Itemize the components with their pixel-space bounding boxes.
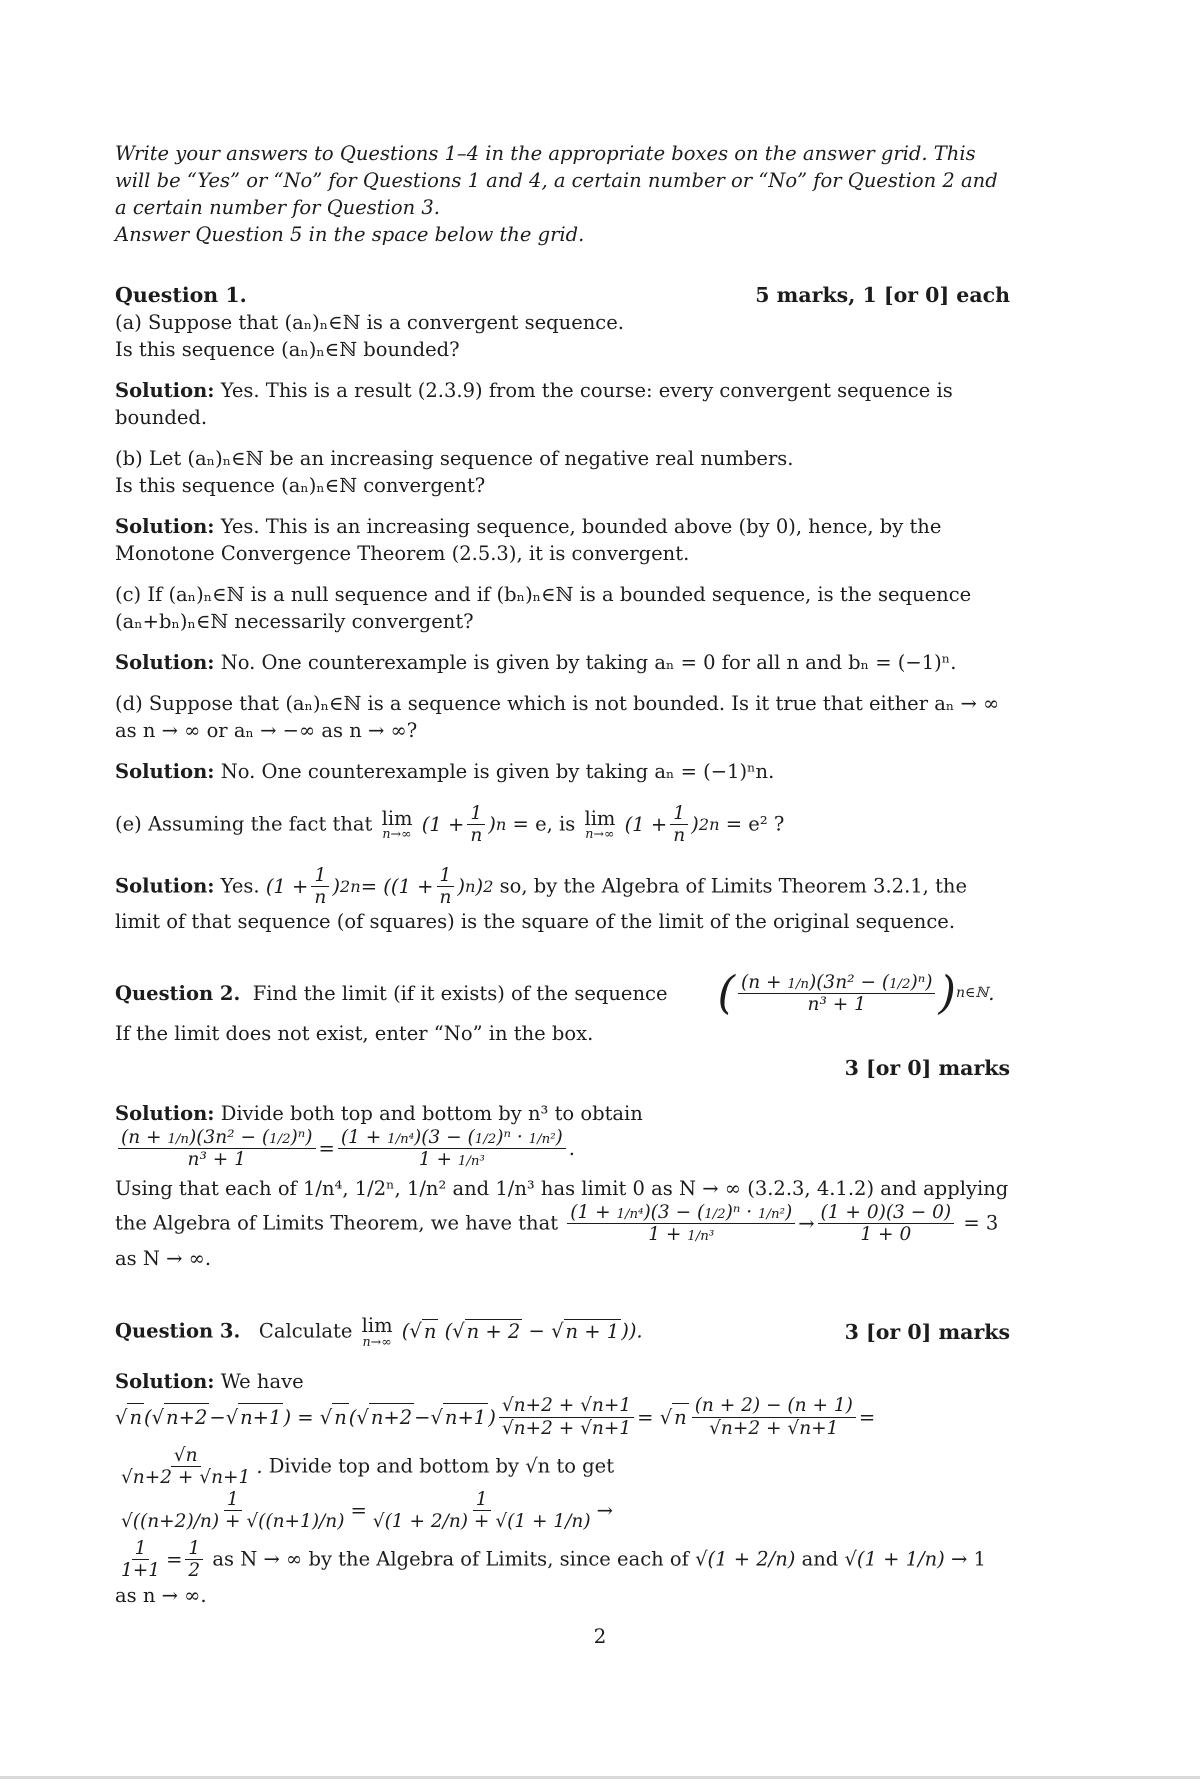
q1d-text: (d) Suppose that (aₙ)ₙ∈ℕ is a sequence which is not bounded. Is it true that either aₙ → ∞ as n → ∞ or aₙ → −∞ as n → ∞?	[115, 692, 1000, 742]
question-3-header	[115, 1316, 1010, 1348]
math-expression: √(1 + 1/n)	[844, 1547, 945, 1571]
q2-note: If the limit does not exist, enter “No” in the box.	[115, 1022, 594, 1046]
math-expression: (1 + $\frac{1}{n}$ ) 2n = ((1 + $\frac{1}{n}$ ) n ) 2	[265, 864, 494, 908]
q3-solution	[115, 1368, 1010, 1439]
q3-solution-text-2: Divide top and bottom by √n to get	[268, 1454, 615, 1478]
question-3-title: Question 3.	[115, 1319, 241, 1343]
question-1-marks: 5 marks, 1 [or 0] each	[755, 283, 1010, 307]
q1d-solution	[115, 758, 1010, 785]
math-expression: $\frac{\text{(1 + 1/n⁴)(3 − (1/2)ⁿ · 1/n²)}}{\text{1 + 1/n³}}$ → $\frac{(1 + 0)(3 - 0)}{1 + 0}$	[564, 1202, 957, 1246]
question-2-prompt: Find the limit (if it exists) of the sequence	[252, 982, 668, 1006]
q1a-solution	[115, 377, 1010, 431]
page-content	[115, 140, 1010, 1609]
solution-label: Solution:	[115, 1102, 215, 1126]
instructions	[115, 140, 1010, 248]
question-3-prompt: Calculate	[258, 1319, 353, 1343]
q1b-text-2: Is this sequence (aₙ)ₙ∈ℕ convergent?	[115, 474, 486, 497]
solution-label: Solution:	[115, 873, 215, 897]
math-expression: $\frac{√n}{√n+2 + √n+1}$ .	[121, 1444, 263, 1489]
q1c-solution-text: No. One counterexample is given by taking aₙ = 0 for all n and bₙ = (−1)ⁿ.	[220, 651, 957, 674]
page-number: 2	[593, 1624, 607, 1648]
limit-expression: lim n→∞	[381, 806, 413, 842]
q1e-text	[115, 803, 1010, 847]
q2-solution-text-2: Using that each of 1/n⁴, 1/2ⁿ, 1/n² and 1/n³ has limit 0 as N → ∞ (3.2.3, 4.1.2) and applying the Algebra of Limits Theorem, we have that	[115, 1176, 1009, 1234]
solution-label: Solution:	[115, 651, 215, 674]
q3-solution-tail: → 1 as n → ∞.	[115, 1547, 986, 1607]
limit-expression: lim n→∞	[584, 806, 616, 842]
q1d-solution-text: No. One counterexample is given by taking aₙ = (−1)ⁿn.	[220, 760, 775, 783]
limit-expression: lim n→∞	[361, 1314, 393, 1349]
q1b-solution-text: Yes. This is an increasing sequence, bounded above (by 0), hence, by the Monotone Convergence Theorem (2.5.3), it is convergent.	[115, 515, 942, 565]
math-expression: (1 + $\frac{1}{n}$ ) 2n	[624, 803, 720, 847]
instructions-line-2: Answer Question 5 in the space below the grid.	[115, 223, 585, 246]
math-expression: (1 + $\frac{1}{n}$ ) n	[421, 803, 507, 847]
q2-solution	[115, 1100, 1010, 1171]
q2-solution-end: = 3 as N → ∞.	[115, 1210, 999, 1271]
math-expression: √(1 + 2/n)	[695, 1547, 796, 1571]
question-2-marks: 3 [or 0] marks	[844, 1056, 1010, 1081]
q1e-text-end: = e² ?	[725, 812, 785, 836]
math-expression: √ n (√ n+2 −√ n+1 ) = √ n (√ n+2 −√ n+1 ) $\frac{√n+2 + √n+1}{√n+2 + √n+1}$ = √ n $\frac{(n + 2) - (n + 1)}{√n+2 + √n+1}$ =	[115, 1395, 876, 1439]
solution-label: Solution:	[115, 1370, 215, 1394]
question-1-title: Question 1.	[115, 283, 247, 307]
q1a-text-2: Is this sequence (aₙ)ₙ∈ℕ bounded?	[115, 338, 460, 361]
q3-solution-text-3: as N → ∞ by the Algebra of Limits, since each of	[212, 1547, 689, 1571]
q3-solution-line-3: $\frac{1}{1+1}$ = $\frac{1}{2}$ as N → ∞ by the Algebra of Limits, since each of √(1 + 2/n) and √(1 + 1/n) → 1 as n → ∞.	[115, 1538, 986, 1607]
q3-solution-text: We have	[220, 1370, 304, 1394]
q1a-solution-text: Yes. This is a result (2.3.9) from the course: every convergent sequence is bounded.	[115, 379, 953, 429]
scan-edge-divider	[0, 1776, 1200, 1779]
q1a-text: (a) Suppose that (aₙ)ₙ∈ℕ is a convergent sequence.	[115, 311, 624, 334]
q2-sequence-expression: ( $\frac{\text{(n + 1/n)(3n² − (1/2)ⁿ)}}{\text{n³ + 1}}$ ) n∈ℕ .	[717, 966, 995, 1020]
q1e-solution: Solution: Yes. (1 + $\frac{1}{n}$ ) 2n = ((1 + $\frac{1}{n}$ ) n ) 2 so, by the Algebra of Limits Theorem 3.2.1, the limit of that sequence (of squares) is the square of the limit of the original sequence.	[115, 864, 968, 934]
q1e-solution-text: so, by the Algebra of Limits Theorem 3.2.1, the limit of that sequence (of squares) is the square of the limit of the original sequence.	[115, 873, 968, 934]
q1e-text-mid: = e, is	[512, 812, 576, 836]
math-expression: $\frac{\text{(n + 1/n)(3n² − (1/2)ⁿ)}}{\text{n³ + 1}}$ = $\frac{\text{(1 + 1/n⁴)(3 − (1/2)ⁿ · 1/n²)}}{\text{1 + 1/n³}}$ .	[115, 1127, 575, 1171]
q1c-solution	[115, 649, 1010, 676]
solution-label: Solution:	[115, 515, 215, 538]
question-2-title: Question 2.	[115, 982, 241, 1006]
solution-label: Solution:	[115, 379, 215, 402]
math-expression: $\frac{1}{√((n+2)/n) + √((n+1)/n)}$ = $\frac{1}{√(1 + 2/n) + √(1 + 1/n)}$ →	[121, 1488, 613, 1532]
q1b-text: (b) Let (aₙ)ₙ∈ℕ be an increasing sequence of negative real numbers.	[115, 447, 794, 470]
q3-solution-line-2	[115, 1445, 1010, 1532]
math-expression: $\frac{1}{1+1}$ = $\frac{1}{2}$	[115, 1538, 206, 1582]
instructions-line-1: Write your answers to Questions 1–4 in the appropriate boxes on the answer grid. This will be “Yes” or “No” for Questions 1 and 4, a certain number or “No” for Question 2 and a certain number for Question 3.	[115, 142, 998, 219]
question-1-header	[115, 282, 1010, 309]
question-2-header	[115, 966, 1010, 1020]
q2-solution-line-2	[115, 1175, 1010, 1273]
q1b-solution	[115, 513, 1010, 567]
q1e-text-start: (e) Assuming the fact that	[115, 812, 373, 836]
math-expression: (√ n (√ n + 2 − √ n + 1 )).	[401, 1319, 643, 1343]
q2-solution-text: Divide both top and bottom by n³ to obtain	[220, 1102, 643, 1126]
q1c-text: (c) If (aₙ)ₙ∈ℕ is a null sequence and if (bₙ)ₙ∈ℕ is a bounded sequence, is the sequence (aₙ+bₙ)ₙ∈ℕ necessarily convergent?	[115, 583, 972, 633]
question-3-marks: 3 [or 0] marks	[844, 1319, 1010, 1344]
solution-label: Solution:	[115, 760, 215, 783]
